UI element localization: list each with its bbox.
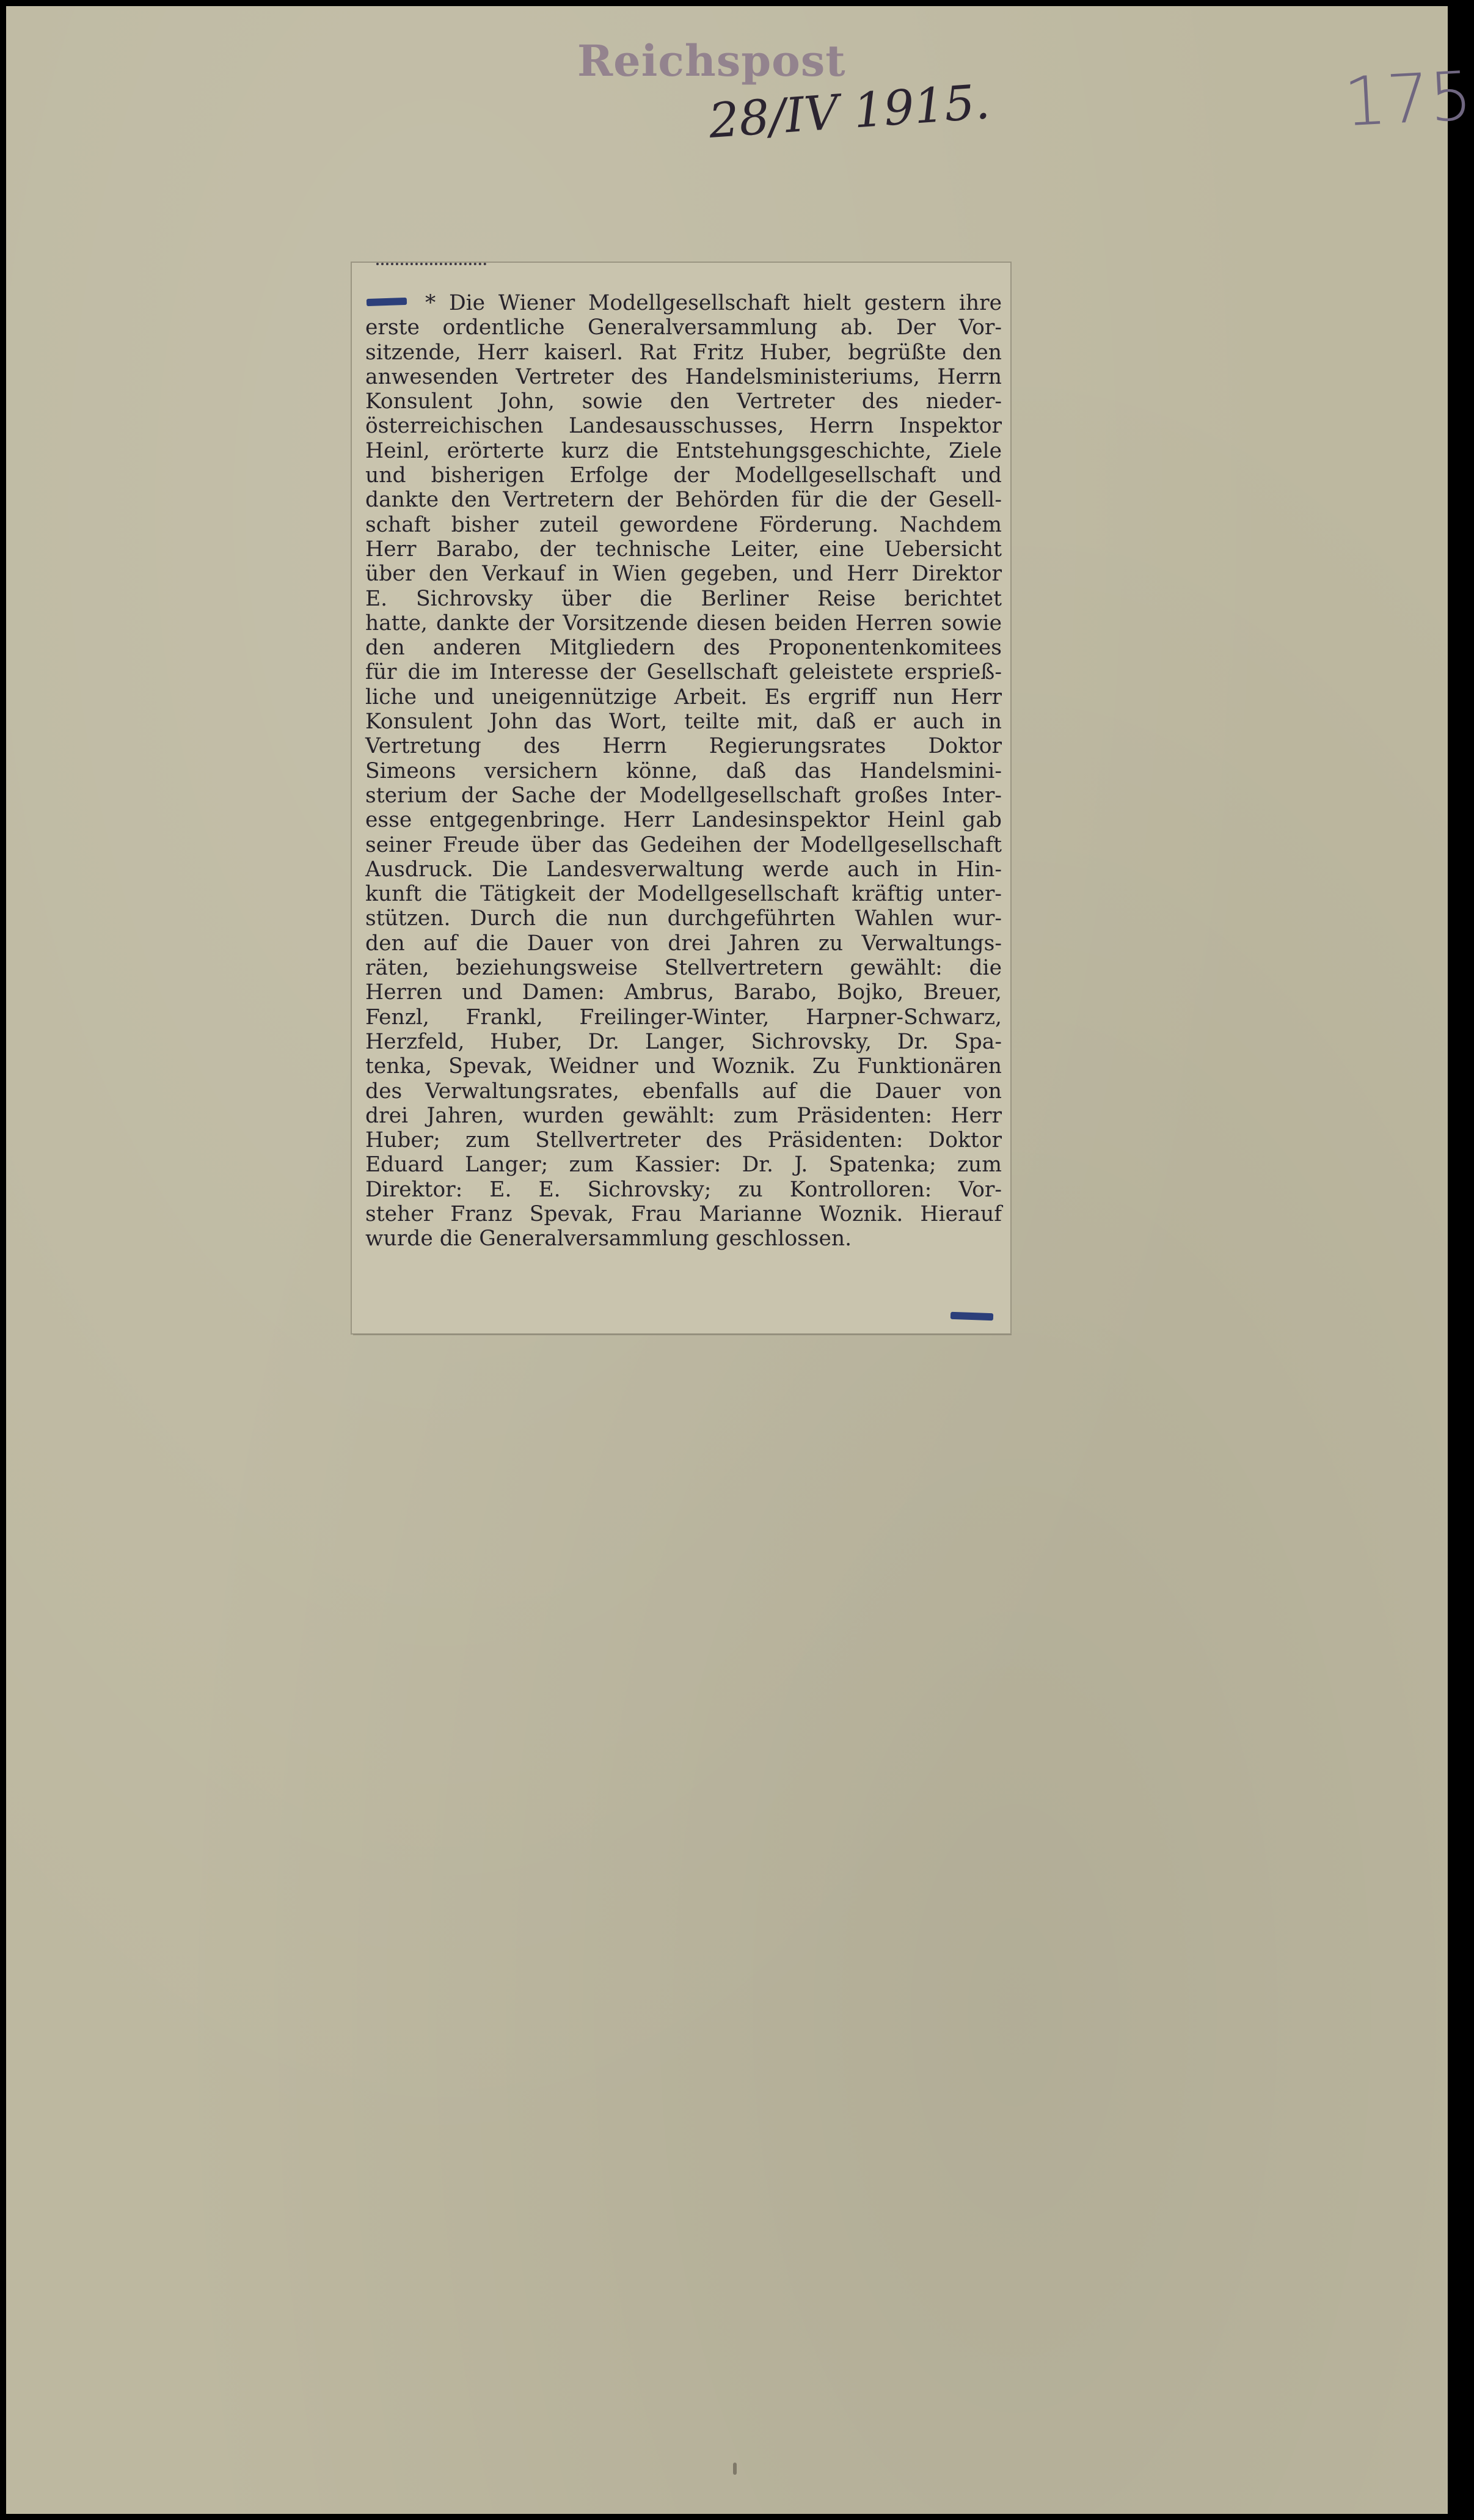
- article-line: österreichischen Landesausschusses, Herrn Inspektor: [365, 414, 1002, 439]
- article-line: Fenzl, Frankl, Freilinger-Winter, Harpner-Schwarz,: [365, 1005, 1002, 1030]
- binding-mark: [733, 2463, 737, 2475]
- article-line: Herzfeld, Huber, Dr. Langer, Sichrovsky, Dr. Spa-: [365, 1029, 1002, 1054]
- article-line: Direktor: E. E. Sichrovsky; zu Kontrolloren: Vor-: [365, 1177, 1002, 1202]
- article-line: hatte, dankte der Vorsitzende diesen beiden Herren sowie: [365, 610, 1002, 635]
- article-line: Heinl, erörterte kurz die Entstehungsgeschichte, Ziele: [365, 438, 1002, 463]
- article-line: Eduard Langer; zum Kassier: Dr. J. Spatenka; zum: [365, 1152, 1002, 1178]
- article-line: E. Sichrovsky über die Berliner Reise berichtet: [365, 586, 1002, 611]
- article-line: und bisherigen Erfolge der Modellgesellschaft und: [365, 463, 1002, 488]
- article-line: des Verwaltungsrates, ebenfalls auf die Dauer von: [365, 1079, 1002, 1104]
- article-line: den anderen Mitgliedern des Proponentenkomitees: [365, 635, 1002, 661]
- article-line: tenka, Spevak, Weidner und Woznik. Zu Funktionären: [365, 1054, 1002, 1079]
- article-line: stützen. Durch die nun durchgeführten Wahlen wur-: [365, 906, 1002, 931]
- article-line: anwesenden Vertreter des Handelsministeriums, Herrn: [365, 364, 1002, 389]
- article-line: schaft bisher zuteil gewordene Förderung. Nachdem: [365, 512, 1002, 537]
- article-text: [352, 291, 1010, 1251]
- article-line: Herren und Damen: Ambrus, Barabo, Bojko, Breuer,: [365, 980, 1002, 1005]
- newspaper-stamp: Reichspost: [577, 35, 846, 86]
- article-line: Huber; zum Stellvertreter des Präsidenten: Doktor: [365, 1128, 1002, 1153]
- article-line: erste ordentliche Generalversammlung ab. Der Vor-: [365, 315, 1002, 340]
- article-line: sitzende, Herr kaiserl. Rat Fritz Huber, begrüßte den: [365, 340, 1002, 365]
- article-line: esse entgegenbringe. Herr Landesinspektor Heinl gab: [365, 808, 1002, 833]
- article-line: räten, beziehungsweise Stellvertretern gewählt: die: [365, 956, 1002, 981]
- article-line: Konsulent John das Wort, teilte mit, daß er auch in: [365, 709, 1002, 734]
- article-line: dankte den Vertretern der Behörden für die der Gesell-: [365, 488, 1002, 513]
- article-line: Ausdruck. Die Landesverwaltung werde auch in Hin-: [365, 857, 1002, 882]
- newspaper-clipping: [352, 263, 1010, 1333]
- article-line: Konsulent John, sowie den Vertreter des nieder-: [365, 389, 1002, 414]
- article-line: kunft die Tätigkeit der Modellgesellschaft kräftig unter-: [365, 882, 1002, 907]
- handwritten-date: 28/IV 1915.: [707, 75, 992, 149]
- article-line: Simeons versichern könne, daß das Handelsmini-: [365, 758, 1002, 783]
- article-line: Herr Barabo, der technische Leiter, eine Uebersicht: [365, 537, 1002, 562]
- article-line: drei Jahren, wurden gewählt: zum Präsidenten: Herr: [365, 1103, 1002, 1128]
- article-line: * Die Wiener Modellgesellschaft hielt gestern ihre: [425, 291, 1002, 315]
- archive-number: 175: [1341, 56, 1474, 142]
- article-line: Vertretung des Herrn Regierungsrates Doktor: [365, 734, 1002, 759]
- article-line: über den Verkauf in Wien gegeben, und Herr Direktor: [365, 562, 1002, 587]
- cut-edge-remnant: [376, 263, 486, 276]
- archive-sheet: [6, 6, 1474, 2514]
- article-line: steher Franz Spevak, Frau Marianne Woznik. Hierauf: [365, 1201, 1002, 1226]
- article-line: liche und uneigennützige Arbeit. Es ergriff nun Herr: [365, 684, 1002, 709]
- article-line: für die im Interesse der Gesellschaft geleistete ersprieß-: [365, 660, 1002, 685]
- article-line: den auf die Dauer von drei Jahren zu Verwaltungs-: [365, 931, 1002, 956]
- article-line: seiner Freude über das Gedeihen der Modellgesellschaft: [365, 832, 1002, 857]
- article-line: wurde die Generalversammlung geschlossen.: [365, 1226, 852, 1251]
- blue-pencil-mark-end: [950, 1312, 993, 1320]
- article-line: sterium der Sache der Modellgesellschaft großes Inter-: [365, 783, 1002, 808]
